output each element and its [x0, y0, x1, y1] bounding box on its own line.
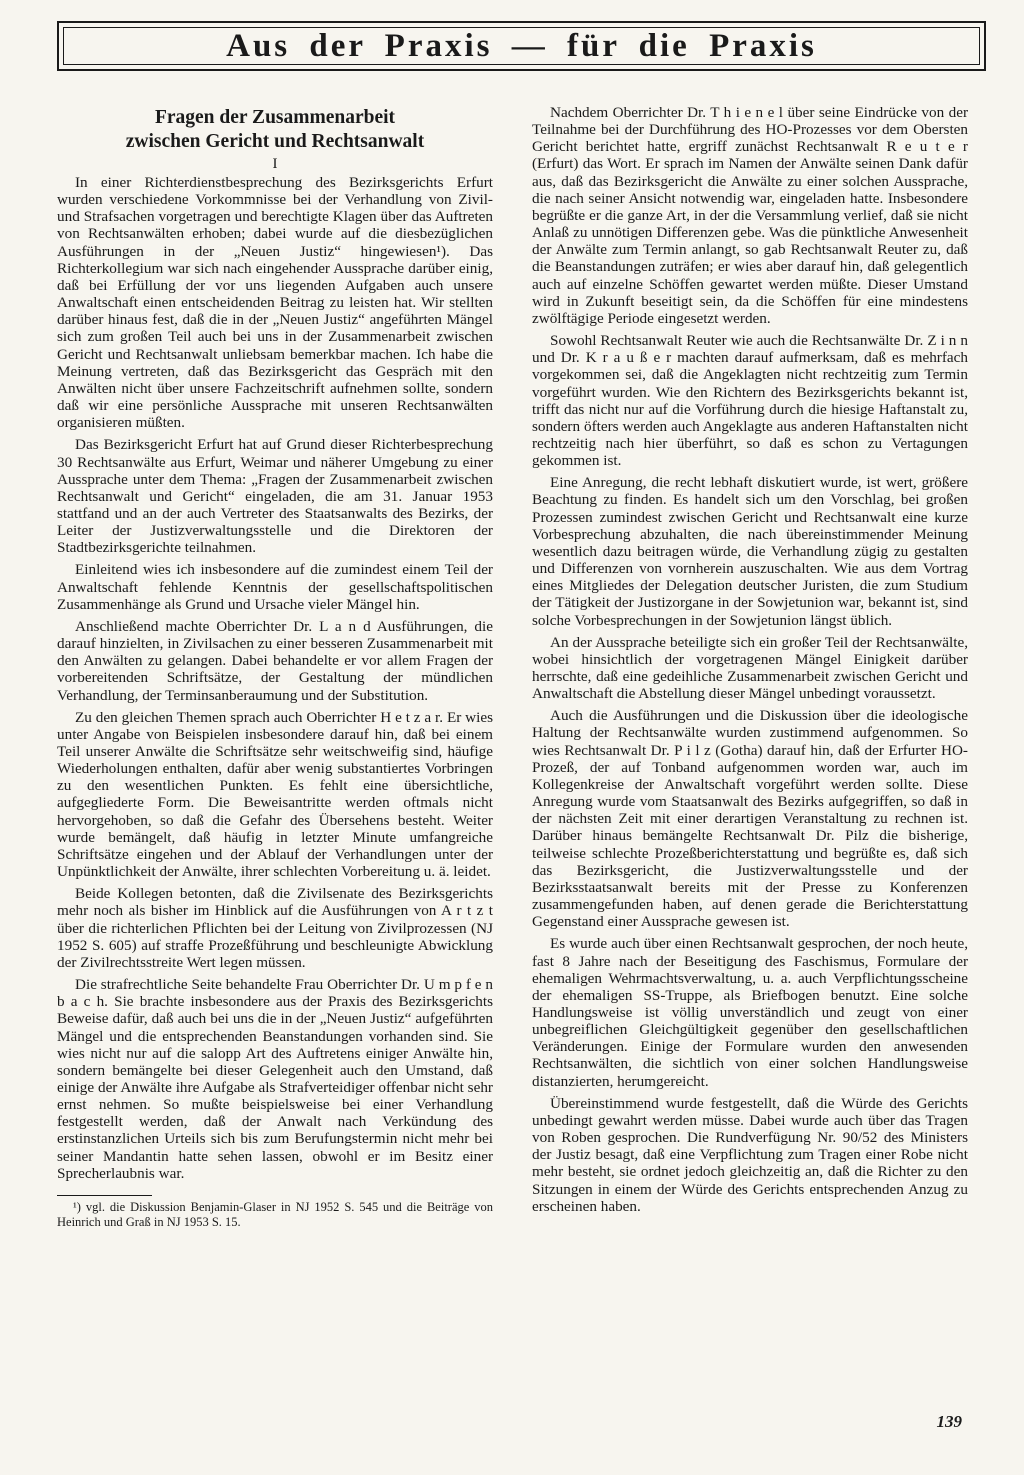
paragraph: Es wurde auch über einen Rechtsanwalt gesprochen, der noch heute, fast 8 Jahre nach der Beseitigung des Faschismus, Formulare der ehemaligen Wehrmachtsverwaltung, u. a. auch Verpflichtungsscheine der ehemaligen SS-Truppe, als Briefbogen benutzt. Eine solche Handlungsweise ist völlig unverständlich und zeugt von einer unbegreiflichen Gleichgültigkeit gegenüber den gesellschaftlichen Veränderungen. Einige der Formulare wurden den anwesenden Rechtsanwälten, die sichtlich von einer solchen Handlungsweise distanzierten, herumgereicht. — [532, 935, 968, 1090]
section-number: I — [272, 156, 278, 172]
section-header — [57, 21, 986, 71]
paragraph: Nachdem Oberrichter Dr. T h i e n e l über seine Eindrücke von der Teilnahme bei der Durchführung des HO-Prozesses vor dem Obersten Gericht berichtet hatte, ergriff zunächst Rechtsanwalt R e u t e r (Erfurt) das Wort. Er sprach im Namen der Anwälte seinen Dank dafür aus, daß das Bezirksgericht die Anwälte zu einer solchen Aussprache, die nach seiner Ansicht notwendig war, eingeladen hatte. Insbesondere begrüßte er die ganze Art, in der die Versammlung verlief, daß sie nicht Anlaß zu unnötigen Differenzen gebe. Was die pünktliche Anwesenheit der Anwälte zum Termin anlangt, so gab Rechtsanwalt Reuter zu, daß die Beanstandungen zuträfen; er wies aber darauf hin, daß gelegentlich auch auf einzelne Schöffen gewartet werden müßte. Dieser Umstand wird in Zukunft beseitigt sein, da die Schöffen für eine mindestens zwölftägige Periode eingesetzt werden. — [532, 104, 968, 327]
article-title-line-2: zwischen Gericht und Rechtsanwalt — [125, 131, 425, 152]
paragraph: Anschließend machte Oberrichter Dr. L a n d Ausführungen, die darauf hinzielten, in Zivilsachen zu einer besseren Zusammenarbeit mit den Anwälten zu gelangen. Dabei behandelte er vor allem Fragen der vorbereitenden Schriftsätze, der Gestaltung der mündlichen Verhandlung, der Terminsanberaumung und der Substitution. — [57, 617, 493, 704]
section-header-title: Aus der Praxis — für die Praxis — [226, 27, 817, 64]
paragraph: In einer Richterdienstbesprechung des Bezirksgerichts Erfurt wurden verschiedene Vorkommnisse bei der Verhandlung von Zivil- und Strafsachen vorgetragen und berechtigte Klagen über das Auftreten von Rechtsanwälten erhoben; dabei wurde auf die diesbezüglichen Ausführungen in der „Neuen Justiz“ hingewiesen¹). Das Richterkollegium war sich nach eingehender Aussprache darüber einig, daß bei Erfüllung der vor uns liegenden Aufgaben auch unsere Anwaltschaft einen entscheidenden Beitrag zu leisten hat. Wir stellten darüber hinaus fest, daß die in der „Neuen Justiz“ angeführten Mängel sich zum großen Teil auch bei uns in der Zusammenarbeit zwischen Gericht und Rechtsanwalt unliebsam bemerkbar machen. Ich habe die Meinung vertreten, daß das Bezirksgericht das Gespräch mit den Anwälten nicht über unsere Fachzeitschrift aufnehmen sollte, sondern daß wir eine persönliche Aussprache mit unseren Rechtsanwälten organisieren müßten. — [57, 174, 493, 432]
footnote: ¹) vgl. die Diskussion Benjamin-Glaser in NJ 1952 S. 545 und die Beiträge von Heinrich und Graß in NJ 1953 S. 15. — [57, 1199, 493, 1229]
paragraph: Übereinstimmend wurde festgestellt, daß die Würde des Gerichts unbedingt gewahrt werden müsse. Dabei wurde auch über das Tragen von Roben gesprochen. Die Rundverfügung Nr. 90/52 des Ministers der Justiz besagt, daß eine Verpflichtung zum Tragen einer Robe nicht mehr besteht, sie ordnet jedoch gleichzeitig an, daß die Richter zu den Sitzungen in einem der Würde des Gerichts entsprechenden Anzug zu erscheinen haben. — [532, 1094, 968, 1215]
footnote-divider — [57, 1195, 152, 1196]
paragraph: An der Aussprache beteiligte sich ein großer Teil der Rechtsanwälte, wobei hinsichtlich der vorgetragenen Mängel Einigkeit darüber herrschte, daß eine gedeihliche Zusammenarbeit zwischen Gericht und Anwaltschaft die Abstellung dieser Mängel unbedingt voraussetzt. — [532, 633, 968, 703]
paragraph: Zu den gleichen Themen sprach auch Oberrichter H e t z a r. Er wies unter Angabe von Beispielen insbesondere darauf hin, daß bei einem Teil unserer Anwälte die Schriftsätze sehr weitschweifig sind, häufige Wiederholungen enthalten, dafür aber wenig substantiertes Vorbringen zu den wesentlichen Punkten. Es fehlt eine übersichtliche, aufgegliederte Form. Die Beweisantritte werden oftmals nicht hervorgehoben, so daß die Gefahr des Übersehens besteht. Weiter wurde bemängelt, daß häufig in letzter Minute umfangreiche Schriftsätze eingehen und der Ablauf der Verhandlungen unter der Unpünktlichkeit der Anwälte, ihrer schlechten Vorbereitung u. ä. leidet. — [57, 708, 493, 881]
paragraph: Die strafrechtliche Seite behandelte Frau Oberrichter Dr. U m p f e n b a c h. Sie brachte insbesondere aus der Praxis des Bezirksgerichts Beweise dafür, daß auch bei uns die in der „Neuen Justiz“ aufgeführten Mängel und die entsprechenden Beanstandungen vorhanden sind. Sie wies nicht nur auf die salopp Art des Auftretens einiger Anwälte hin, sondern bemängelte bei dieser Gelegenheit auch den Umstand, daß einige der Anwälte ihre Aufgabe als Strafverteidiger offenbar nicht sehr ernst nehmen. So mußte beispielsweise bei einer Verhandlung festgestellt werden, daß der Anwalt nach Verkündung des erstinstanzlichen Urteils sich bis zum Berufungstermin nicht mehr bei seiner Mandantin hatte sehen lassen, obwohl er im Besitz einer Sprecherlaubnis war. — [57, 976, 493, 1182]
article-title-line-1: Fragen der Zusammenarbeit — [154, 107, 396, 128]
paragraph: Das Bezirksgericht Erfurt hat auf Grund dieser Richterbesprechung 30 Rechtsanwälte aus Erfurt, Weimar und näherer Umgebung zu einer Aussprache unter dem Thema: „Fragen der Zusammenarbeit zwischen Rechtsanwalt und Gericht“ eingeladen, die am 31. Januar 1953 stattfand und an der auch Vertreter des Staatsanwalts des Bezirks, der Leiter der Justizverwaltungsstelle und die Direktoren der Stadtbezirksgerichte teilnahmen. — [57, 436, 493, 557]
right-column — [532, 104, 968, 1424]
page-number: 139 — [936, 1412, 962, 1431]
left-column — [57, 106, 493, 1426]
paragraph: Beide Kollegen betonten, daß die Zivilsenate des Bezirksgerichts mehr noch als bisher im Hinblick auf die Ausführungen von A r t z t über die richterlichen Pflichten bei der Leitung von Zivilprozessen (NJ 1952 S. 605) auf straffe Prozeßführung und beschleunigte Abwicklung der Zivilrechtsstreite Wert legen müssen. — [57, 885, 493, 971]
paragraph: Auch die Ausführungen und die Diskussion über die ideologische Haltung der Rechtsanwälte wurden zustimmend aufgenommen. So wies Rechtsanwalt Dr. P i l z (Gotha) darauf hin, daß der Erfurter HO-Prozeß, der auf Tonband aufgenommen worden war, auch im Kollegenkreise der Anwaltschaft vorgeführt werden sollte. Diese Anregung wurde vom Staatsanwalt des Bezirks aufgegriffen, so daß in der nächsten Zeit mit einer derartigen Veranstaltung zu rechnen ist. Darüber hinaus bemängelte Rechtsanwalt Dr. Pilz die bisherige, teilweise schlechte Prozeßberichterstattung und begrüßte es, daß sich das Bezirksgericht, die Justizverwaltungsstelle und der Bezirksstaatsanwalt bereits mit der Presse zu Konferenzen zusammengefunden haben, auf denen gerade die Berichterstattung Gegenstand einer Aussprache gewesen ist. — [532, 707, 968, 931]
article-title — [57, 106, 493, 154]
paragraph: Einleitend wies ich insbesondere auf die zumindest einem Teil der Anwaltschaft fehlende Kenntnis der gesellschaftspolitischen Zusammenhänge als Grund und Ursache vieler Mängel hin. — [57, 561, 493, 613]
paragraph: Sowohl Rechtsanwalt Reuter wie auch die Rechtsanwälte Dr. Z i n n und Dr. K r a u ß e r machten darauf aufmerksam, daß es mehrfach vorgekommen sei, daß die Angeklagten nicht rechtzeitig zum Termin vorgeführt wurden. Wie den Richtern des Bezirksgerichts bekannt ist, trifft das nicht nur auf die Vorführung durch die hiesige Haftanstalt zu, sondern öfters werden auch Angeklagte aus anderen Haftanstalten nicht rechtzeitig nach hier überführt, so daß es schon zu Vertagungen gekommen ist. — [532, 332, 968, 470]
paragraph: Eine Anregung, die recht lebhaft diskutiert wurde, ist wert, größere Beachtung zu finden. Es handelt sich um den Vorschlag, bei großen Prozessen zumindest zwischen Gericht und Rechtsanwalt eine kurze Vorbesprechung abzuhalten, die nach übereinstimmender Meinung wesentlich dazu beitragen würde, die Verhandlung zügig zu gestalten und Differenzen von vornherein auszuschalten. Wie aus dem Vortrag eines Mitgliedes der Delegation deutscher Juristen, die zum Studium der Tätigkeit der Justizorgane in der Sowjetunion war, bekannt ist, sind solche Vorbesprechungen in der Sowjetunion längst üblich. — [532, 474, 968, 629]
